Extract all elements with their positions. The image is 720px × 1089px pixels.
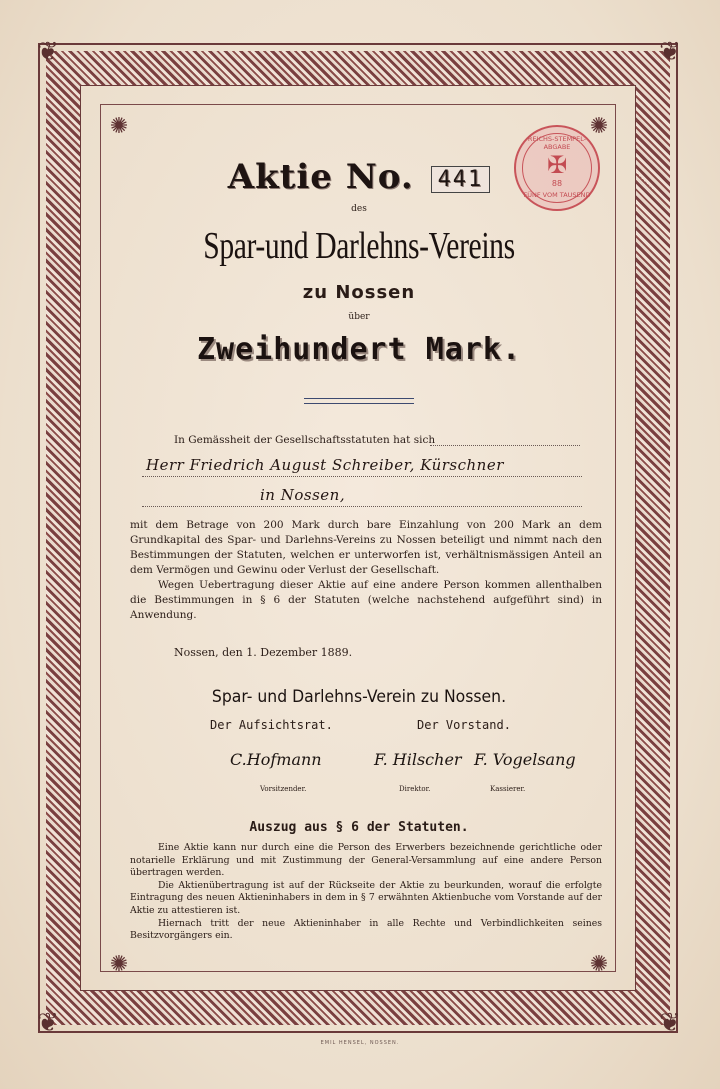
role-director: Direktor.: [399, 785, 431, 793]
printer-imprint: EMIL HENSEL, NOSSEN.: [320, 1040, 400, 1046]
share-number: 441: [431, 166, 491, 193]
holder-residence: in Nossen,: [260, 486, 346, 504]
corner-ornament-icon: ❦: [37, 37, 59, 67]
eagle-icon: ✠: [546, 151, 568, 179]
excerpt-title: Auszug aus § 6 der Statuten.: [249, 820, 469, 835]
ornamental-divider: [304, 398, 414, 404]
certificate-content: [112, 112, 606, 962]
rosette-icon: ✺: [109, 952, 129, 977]
role-chairman: Vorsitzender.: [260, 785, 307, 793]
executive-label: Der Vorstand.: [417, 718, 511, 732]
stamp-top-text: REICHS-STEMPEL-ABGABE: [527, 135, 587, 151]
signature-director: F. Hilscher: [374, 750, 462, 769]
transfer-paragraph: Wegen Uebertragung dieser Aktie auf eine andere Person kommen allenthalben die Bestimmungen in § 6 der Statuten (welche nachstehend aufgeführt sind) in Anwendung.: [130, 579, 602, 621]
signature-chairman: C.Hofmann: [230, 750, 322, 769]
organization-name: Spar-und Darlehns-Vereins: [203, 225, 515, 267]
location-text: zu Nossen: [302, 282, 416, 303]
stamp-bottom-text: FÜNF VOM TAUSEND: [523, 191, 591, 199]
ueber-text: über: [348, 312, 370, 322]
date-line: Nossen, den 1. Dezember 1889.: [174, 646, 353, 659]
intro-text: In Gemässheit der Gesellschaftsstatuten hat sich: [174, 434, 436, 446]
tax-stamp: [514, 125, 600, 211]
signature-treasurer: F. Vogelsang: [474, 750, 576, 769]
stamp-value: 88: [551, 179, 563, 188]
amount-text: Zweihundert Mark.: [196, 332, 522, 367]
holder-name: Herr Friedrich August Schreiber, Kürschner: [146, 456, 504, 474]
title-word: Aktie No.: [227, 157, 414, 197]
issuer-name: Spar- und Darlehns-Verein zu Nossen.: [211, 687, 507, 707]
excerpt-paragraph: Hiernach tritt der neue Aktieninhaber in alle Rechte und Verbindlichkeiten seines Besitzvorgängers ein.: [130, 917, 602, 942]
board-label: Der Aufsichtsrat.: [210, 718, 333, 732]
rosette-icon: ✺: [589, 952, 609, 977]
rosette-icon: ✺: [109, 114, 129, 139]
role-treasurer: Kassierer.: [490, 785, 526, 793]
des-text: des: [351, 204, 367, 214]
rosette-icon: ✺: [589, 114, 609, 139]
excerpt-paragraph: Eine Aktie kann nur durch eine die Person des Erwerbers bezeichnende gerichtliche oder notarielle Erklärung und mit Zustimmung der General-Versammlung auf eine andere Person übertragen werden.: [130, 842, 602, 879]
corner-ornament-icon: ❦: [659, 37, 681, 67]
statutes-excerpt: [130, 842, 602, 943]
corner-ornament-icon: ❦: [659, 1008, 681, 1038]
excerpt-paragraph: Die Aktienübertragung ist auf der Rückseite der Aktie zu beurkunden, worauf die erfolgte Eintragung des neuen Aktieninhabers in dem in § 7 erwähnten Aktienbuche vom Vorstande auf der Aktie zu attestieren ist.: [130, 879, 602, 916]
corner-ornament-icon: ❦: [37, 1008, 59, 1038]
share-paragraph: mit dem Betrage von 200 Mark durch bare Einzahlung von 200 Mark an dem Grundkapital des Spar- und Darlehns-Vereins zu Nossen beteiligt und nimmt nach den Bestimmungen der Statuten, welchen er unterworfen ist, verhältnismässigen Anteil an dem Vermögen und Gewinu oder Verlust der Gesellschaft.: [130, 519, 602, 576]
